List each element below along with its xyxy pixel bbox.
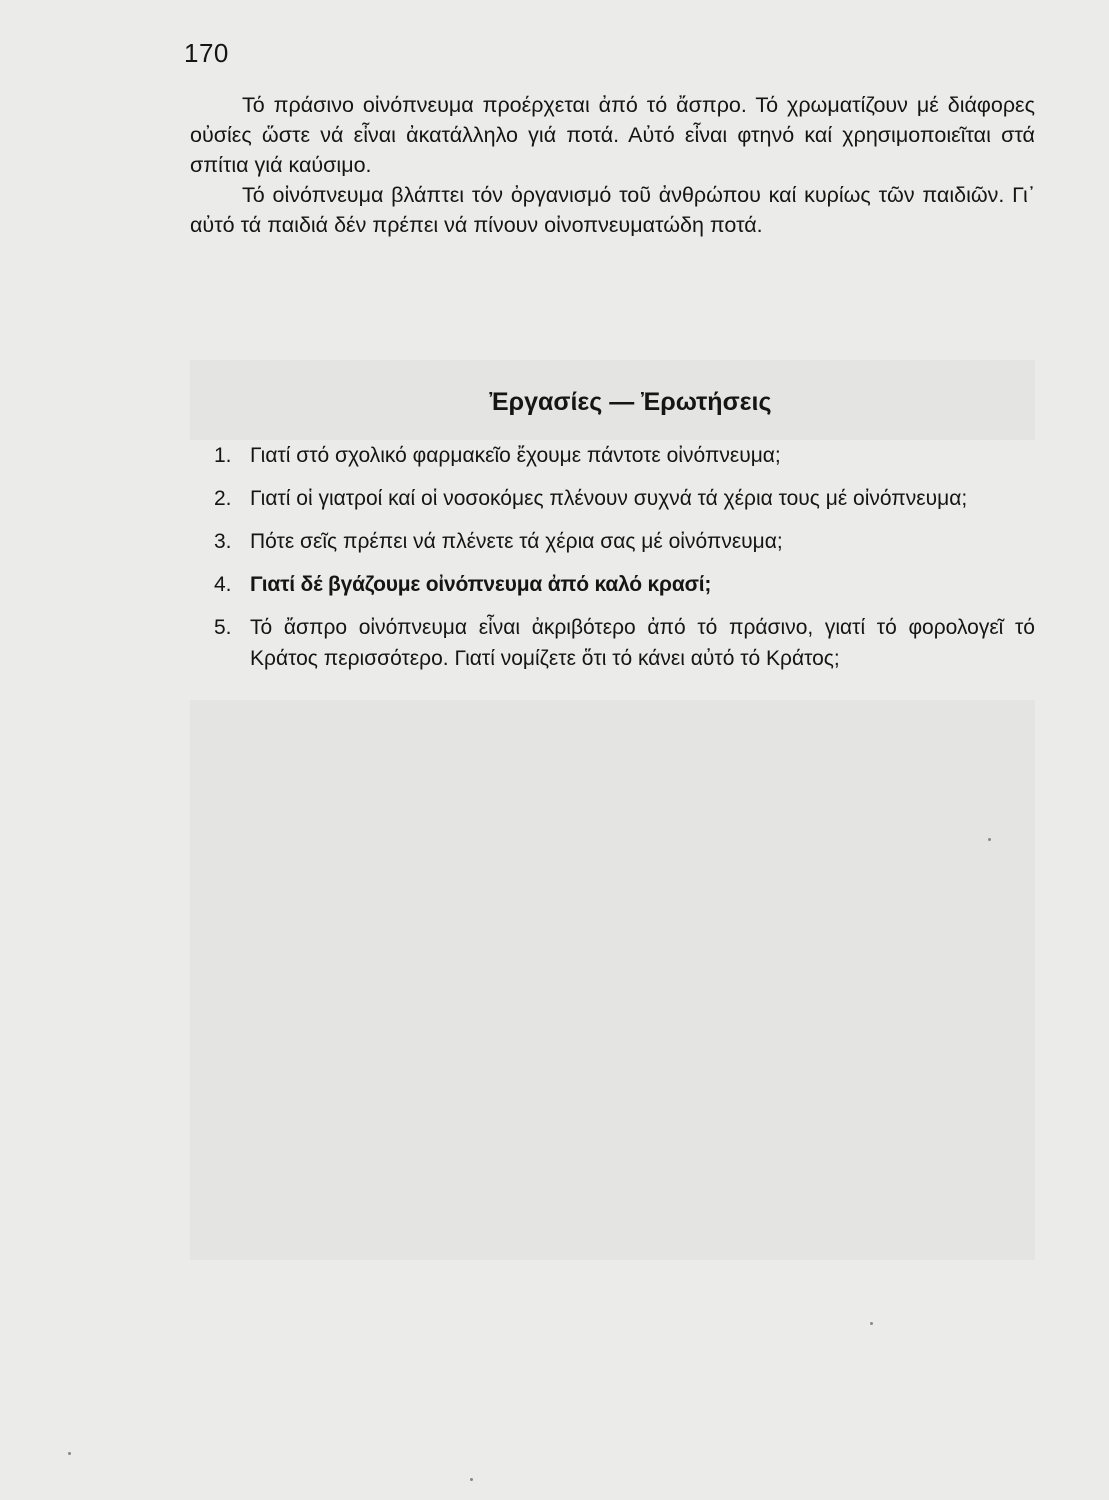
question-item — [190, 569, 1035, 600]
question-text: Γιατί οἱ γιατροί καί οἱ νοσοκόμες πλένουν συχνά τά χέρια τους μέ οἰνόπνευμα; — [250, 487, 968, 510]
question-number: 2. — [214, 487, 232, 510]
print-speck — [470, 1478, 473, 1481]
print-speck — [870, 1322, 873, 1325]
print-speck — [988, 838, 991, 841]
question-item — [190, 526, 1035, 557]
page-number: 170 — [184, 38, 229, 68]
body-text — [190, 90, 1035, 240]
bleed-through-shading — [190, 700, 1035, 1260]
question-number: 5. — [214, 616, 232, 639]
question-list — [190, 440, 1035, 686]
question-text: Τό ἄσπρο οἰνόπνευμα εἶναι ἀκριβότερο ἀπό τό πράσινο, γιατί τό φορολογεῖ τό Κράτος περισσότερο. Γιατί νομίζετε ὅτι τό κάνει αὐτό τό Κράτος; — [250, 616, 1035, 670]
question-number: 4. — [214, 573, 232, 596]
paragraph: Τό οἰνόπνευμα βλάπτει τόν ὀργανισμό τοῦ ἀνθρώπου καί κυρίως τῶν παιδιῶν. Γι᾽ αὐτό τά παιδιά δέν πρέπει νά πίνουν οἰνοπνευματώδη ποτά. — [190, 183, 1035, 237]
question-text: Γιατί δέ βγάζουμε οἰνόπνευμα ἀπό καλό κρασί; — [250, 573, 712, 596]
paragraph: Τό πράσινο οἰνόπνευμα προέρχεται ἀπό τό ἄσπρο. Τό χρωματίζουν μέ διάφορες οὐσίες ὥστε νά εἶναι ἀκατάλληλο γιά ποτά. Αὐτό εἶναι φτηνό καί χρησιμοποιεῖται στά σπίτια γιά καύσιμο. — [190, 93, 1035, 177]
question-text: Γιατί στό σχολικό φαρμακεῖο ἔχουμε πάντοτε οἰνόπνευμα; — [250, 444, 781, 467]
question-number: 1. — [214, 444, 232, 467]
question-text: Πότε σεῖς πρέπει νά πλένετε τά χέρια σας μέ οἰνόπνευμα; — [250, 530, 783, 553]
question-item — [190, 483, 1035, 514]
print-speck — [68, 1452, 71, 1455]
question-item — [190, 440, 1035, 471]
section-heading: Ἐργασίες — Ἐρωτήσεις — [489, 388, 772, 416]
question-item — [190, 612, 1035, 674]
question-number: 3. — [214, 530, 232, 553]
